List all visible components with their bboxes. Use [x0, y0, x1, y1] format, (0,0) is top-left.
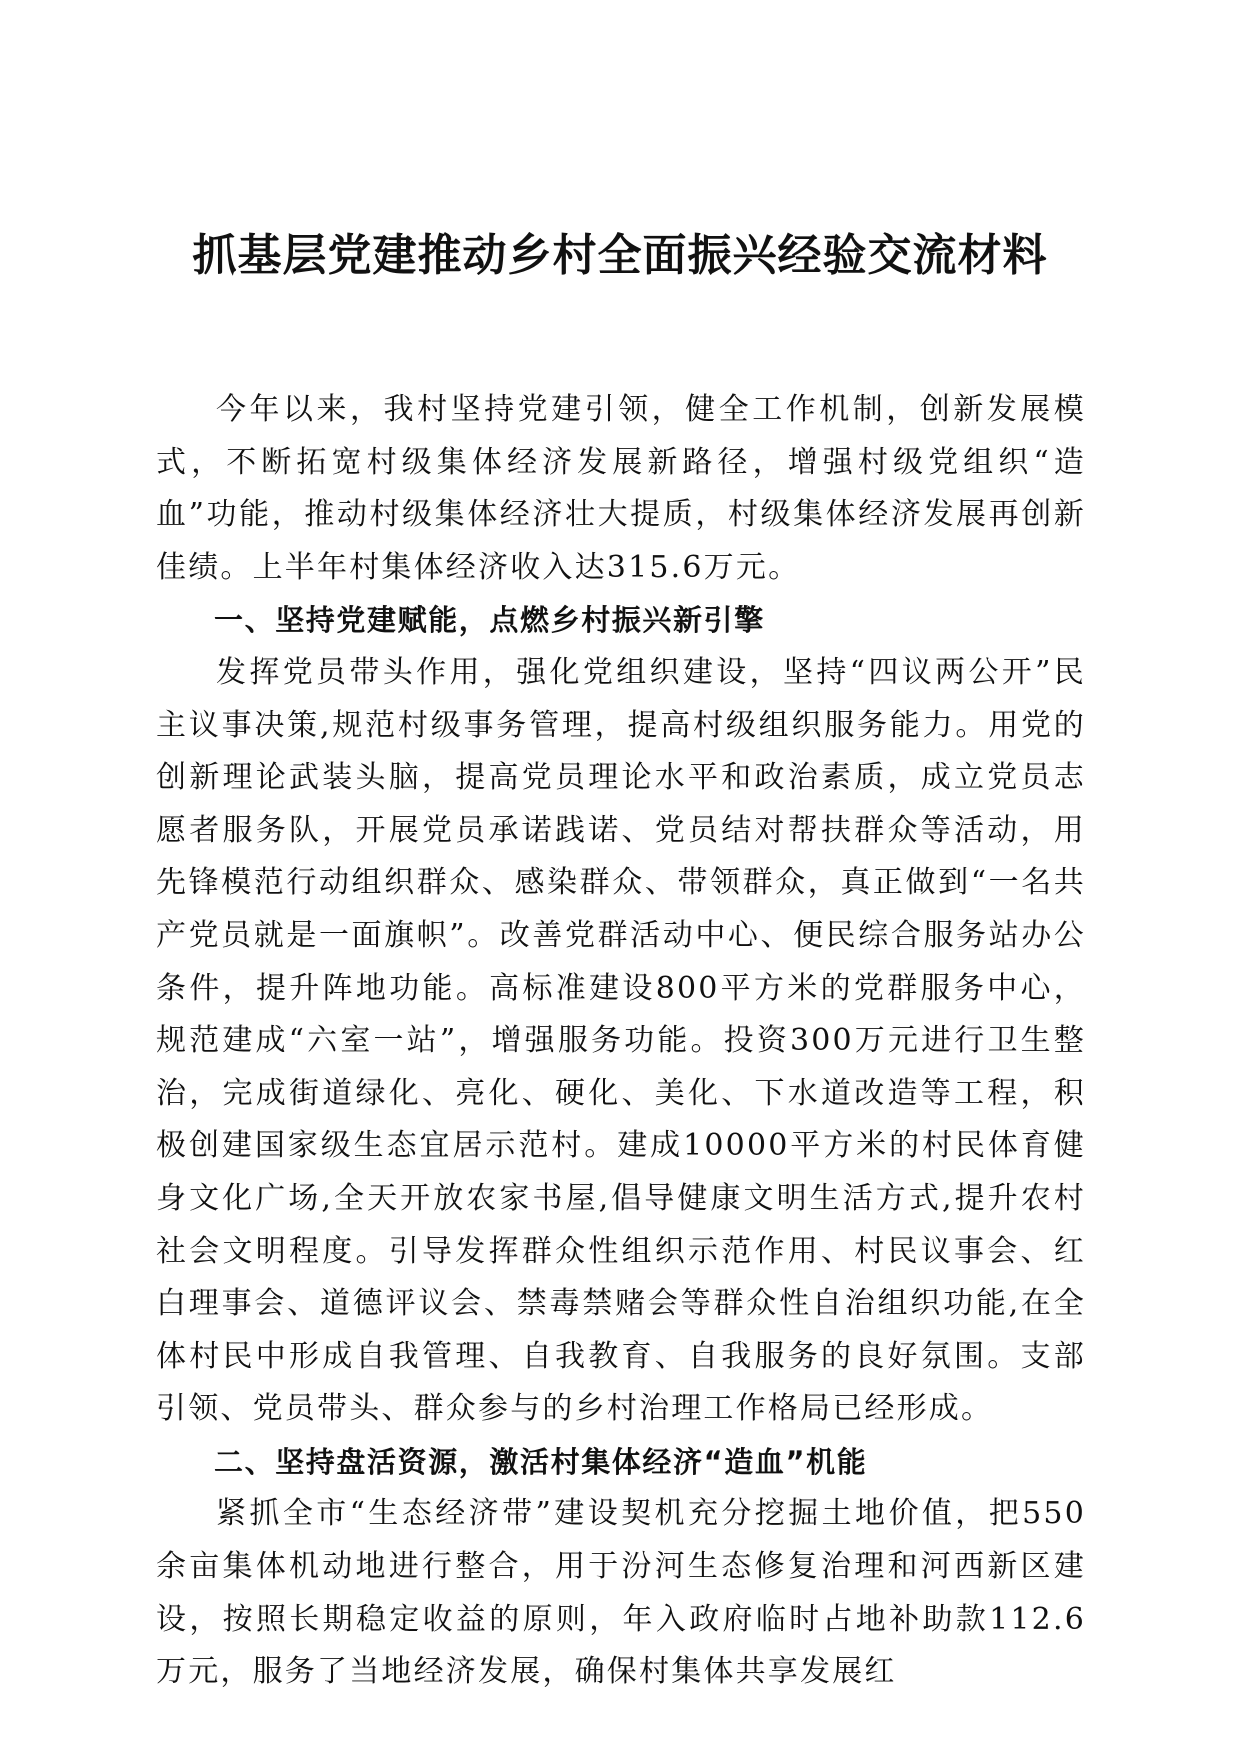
section-2-heading: 二、坚持盘活资源，激活村集体经济“造血”机能 — [214, 1444, 868, 1479]
intro-paragraph: 今年以来，我村坚持党建引领，健全工作机制，创新发展模式，不断拓宽村级集体经济发展新路径，增强村级党组织“造血”功能，推动村级集体经济壮大提质，村级集体经济发展再创新佳绩。上半年村集体经济收入达315.6万元。 — [156, 392, 1086, 585]
section-1-heading: 一、坚持党建赋能，点燃乡村振兴新引擎 — [214, 603, 765, 638]
document-body — [156, 384, 1086, 1699]
section-1-paragraph: 发挥党员带头作用，强化党组织建设，坚持“四议两公开”民主议事决策,规范村级事务管理，提高村级组织服务能力。用党的创新理论武装头脑，提高党员理论水平和政治素质，成立党员志愿者服务队，开展党员承诺践诺、党员结对帮扶群众等活动，用先锋模范行动组织群众、感染群众、带领群众，真正做到“一名共产党员就是一面旗帜”。改善党群活动中心、便民综合服务站办公条件，提升阵地功能。高标准建设800平方米的党群服务中心，规范建成“六室一站”，增强服务功能。投资300万元进行卫生整治，完成街道绿化、亮化、硬化、美化、下水道改造等工程，积极创建国家级生态宜居示范村。建成10000平方米的村民体育健身文化广场,全天开放农家书屋,倡导健康文明生活方式,提升农村社会文明程度。引导发挥群众性组织示范作用、村民议事会、红白理事会、道德评议会、禁毒禁赌会等群众性自治组织功能,在全体村民中形成自我管理、自我教育、自我服务的良好氛围。支部引领、党员带头、群众参与的乡村治理工作格局已经形成。 — [156, 654, 1086, 1427]
section-2-paragraph: 紧抓全市“生态经济带”建设契机充分挖掘土地价值，把550余亩集体机动地进行整合，用于汾河生态修复治理和河西新区建设，按照长期稳定收益的原则，年入政府临时占地补助款112.6万元，服务了当地经济发展，确保村集体共享发展红 — [156, 1496, 1086, 1690]
document-title: 抓基层党建推动乡村全面振兴经验交流材料 — [192, 230, 1048, 281]
